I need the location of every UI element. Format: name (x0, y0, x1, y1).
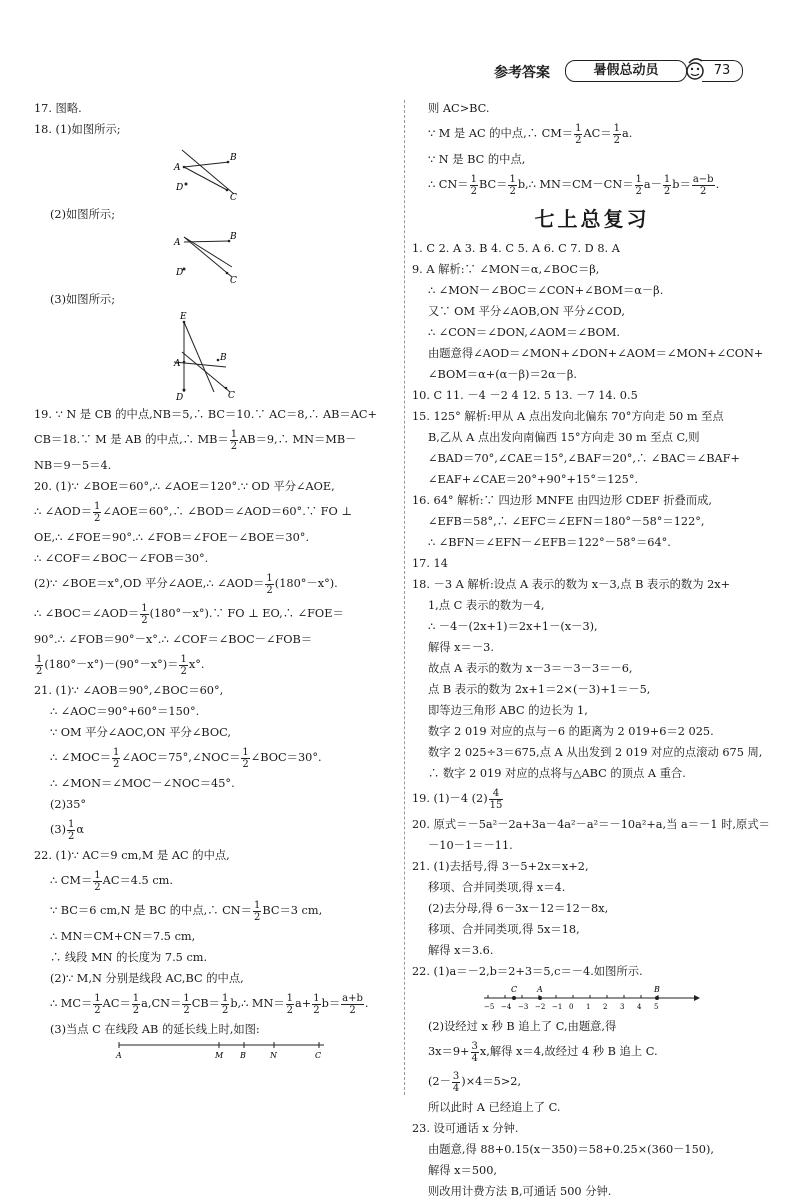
text-span: ∠BOC＝30°. (250, 751, 322, 764)
denominator: 2 (700, 185, 707, 197)
text-line: 17. 图略. (34, 102, 82, 115)
fraction (692, 174, 715, 197)
denominator: 2 (509, 185, 516, 197)
fraction (508, 174, 516, 197)
text-line: 90°.∴ ∠FOB＝90°－x°.∴ ∠COF＝∠BOC－∠FOB＝ (34, 633, 313, 646)
text-line: ∴ 线段 MN 的长度为 7.5 cm. (50, 951, 208, 964)
fraction (35, 654, 43, 677)
text-span: BC＝ (478, 178, 508, 191)
point-label: D (176, 393, 184, 402)
numerator: 1 (94, 500, 101, 512)
text-line: ∴ ∠COF＝∠BOC－∠FOB＝30°. (34, 552, 209, 565)
text-line: 23. 设可通话 x 分钟. (412, 1122, 519, 1135)
text-span: ∠AOE＝60°,∴ ∠BOD＝∠AOD＝60°.∵ FO ⊥ (102, 505, 352, 518)
number-line-tick-label: −5 (484, 1003, 495, 1011)
text-line (412, 170, 772, 200)
numerator: 1 (253, 899, 261, 911)
text-line: ∴ MN＝CM+CN＝7.5 cm, (50, 930, 196, 943)
numerator: 4 (489, 788, 504, 800)
denominator: 2 (113, 758, 120, 770)
page-number: 73 (702, 60, 743, 82)
numerator: a+b (342, 992, 363, 1004)
point-label: C (230, 193, 237, 202)
numerator: 1 (635, 173, 642, 185)
text-line (34, 743, 394, 773)
text-span: a+ (295, 997, 312, 1010)
figure-18-2 (154, 227, 254, 287)
text-span: a,CN＝ (141, 997, 182, 1010)
text-line: 解得 x＝3.6. (428, 944, 494, 957)
text-line: 16. 64° 解析:∵ 四边形 MNFE 由四边形 CDEF 折叠而成, (412, 494, 713, 507)
text-line: 由题意,得 88+0.15(x－350)＝58+0.25×(360－150), (428, 1143, 714, 1156)
number-line-tick-label: 2 (603, 1003, 608, 1011)
text-line: 1,点 C 表示的数为－4, (428, 599, 545, 612)
section-title: 七上总复习 (534, 207, 650, 231)
denominator: 2 (575, 134, 582, 146)
header-series: 暑假总动员 (565, 60, 687, 82)
numerator: 1 (68, 818, 75, 830)
denominator: 2 (132, 1004, 140, 1016)
numerator: 1 (94, 869, 101, 881)
text-line (34, 896, 394, 926)
text-line: 15. 125° 解析:甲从 A 点出发向北偏东 70°方向走 50 m 至点 (412, 410, 724, 423)
point-label: B (230, 153, 237, 163)
text-line: NB＝9－5＝4. (34, 459, 112, 472)
number-line-tick-label: −1 (552, 1003, 563, 1011)
number-line-tick-label: −3 (518, 1003, 529, 1011)
text-line: 则改用计费方法 B,可通话 500 分钟. (428, 1185, 612, 1198)
denominator: 15 (489, 799, 503, 811)
text-line: 21. (1)∵ ∠AOB＝90°,∠BOC＝60°, (34, 684, 224, 697)
numerator: 1 (242, 746, 249, 758)
denominator: 2 (141, 614, 148, 626)
text-line: 故点 A 表示的数为 x－3＝－3－3＝－6, (428, 662, 633, 675)
numerator: 1 (286, 992, 294, 1004)
denominator: 2 (180, 665, 187, 677)
point-label: B (240, 1051, 246, 1060)
point-label: B (230, 232, 237, 242)
text-line (34, 569, 394, 599)
text-span: ∠AOC＝75°,∠NOC＝ (121, 751, 241, 764)
denominator: 2 (221, 1004, 229, 1016)
number-line-tick-label: 3 (620, 1003, 625, 1011)
figure-18-3 (154, 312, 254, 402)
text-line: (3)当点 C 在线段 AB 的延长线上时,如图: (50, 1023, 260, 1036)
numerator: 1 (470, 173, 477, 185)
fraction (182, 993, 190, 1016)
text-span: (2－ (428, 1075, 451, 1088)
numerator: 1 (183, 992, 190, 1004)
text-span: (2)∵ ∠BOE＝x°,OD 平分∠AOE,∴ ∠AOD＝ (34, 577, 265, 590)
page-header (488, 60, 738, 84)
text-line (412, 1037, 772, 1067)
text-line: 22. (1)a＝－2,b＝2+3＝5,c＝－4.如图所示. (412, 965, 643, 978)
text-line: ∴ ∠MON＝∠MOC－∠NOC＝45°. (50, 777, 235, 790)
number-line-tick-label: 1 (586, 1003, 591, 1011)
point-label: C (315, 1051, 322, 1060)
text-span: (180°－x°).∵ FO ⊥ EO,∴ ∠FOE＝ (149, 607, 344, 620)
text-line (412, 784, 772, 814)
text-line: 又∵ OM 平分∠AOB,ON 平分∠COD, (428, 305, 625, 318)
text-line: 20. 原式＝－5a²－2a+3a－4a²－a²＝－10a²+a,当 a＝－1 时,原式＝ (412, 818, 770, 831)
text-span: b,∴ MN＝ (230, 997, 285, 1010)
text-span: x°. (188, 658, 205, 671)
text-span: b＝ (321, 997, 341, 1010)
numerator: 3 (452, 1070, 460, 1082)
text-span: a－ (643, 178, 662, 191)
text-span: . (715, 178, 720, 191)
text-span: 3x＝9+ (428, 1045, 470, 1058)
text-line: 21. (1)去括号,得 3－5+2x＝x+2, (412, 860, 589, 873)
text-line: 18. －3 A 解析:设点 A 表示的数为 x－3,点 B 表示的数为 2x+ (412, 578, 731, 591)
denominator: 2 (94, 881, 101, 893)
text-line: (2)如图所示; (50, 208, 115, 221)
text-line: 19. ∵ N 是 CB 的中点,NB＝5,∴ BC＝10.∵ AC＝8,∴ AB＝AC+ (34, 408, 377, 421)
text-line: (2)35° (50, 798, 87, 811)
text-line: 则 AC>BC. (428, 102, 490, 115)
text-line: 9. A 解析:∵ ∠MON＝α,∠BOC＝β, (412, 263, 600, 276)
denominator: 2 (36, 665, 43, 677)
fraction (221, 993, 229, 1016)
text-line (412, 1067, 772, 1097)
number-line-tick-label: 5 (654, 1003, 659, 1011)
fraction (230, 429, 238, 452)
text-span: ∴ ∠BOC＝∠AOD＝ (34, 607, 140, 620)
point-label: N (270, 1051, 277, 1060)
text-line: ∠EAF+∠CAE＝20°+90°+15°＝125°. (428, 473, 639, 486)
text-line: 所以此时 A 已经追上了 C. (428, 1101, 561, 1114)
denominator: 2 (94, 1004, 101, 1016)
numerator: 1 (221, 992, 229, 1004)
denominator: 2 (253, 911, 261, 923)
text-line (34, 425, 394, 455)
text-span: ∴ CM＝ (50, 874, 93, 887)
text-span: AC＝ (583, 127, 612, 140)
fraction (312, 993, 320, 1016)
text-line: ∠BAD＝70°,∠CAE＝15°,∠BAF＝20°,∴ ∠BAC＝∠BAF+ (428, 452, 740, 465)
fraction (471, 1041, 479, 1064)
text-span: b＝ (672, 178, 691, 191)
text-span: α (76, 823, 85, 836)
fraction (112, 747, 120, 770)
numerator: 1 (663, 173, 671, 185)
point-label: C (228, 391, 235, 401)
point-label: C (511, 985, 518, 994)
denominator: 2 (286, 1004, 294, 1016)
fraction (93, 870, 101, 893)
text-span: (180°－x°). (274, 577, 338, 590)
figure-18-1 (154, 142, 254, 202)
numerator: 1 (141, 602, 148, 614)
point-label: B (654, 985, 660, 994)
text-line (34, 866, 394, 896)
text-span: AB＝9,∴ MN＝MB－ (239, 433, 357, 446)
text-line: 数字 2 019 对应的点与－6 的距离为 2 019+6＝2 025. (428, 725, 714, 738)
text-line: 22. (1)∵ AC＝9 cm,M 是 AC 的中点, (34, 849, 230, 862)
fraction (635, 174, 643, 197)
denominator: 2 (613, 134, 620, 146)
text-span: 19. (1)－4 (2) (412, 792, 488, 805)
denominator: 2 (94, 512, 101, 524)
fraction (265, 573, 273, 596)
text-line: －10－1＝－11. (428, 839, 513, 852)
right-column (412, 98, 772, 1202)
text-line: ∠BOM＝α+(α－β)＝2α－β. (428, 368, 578, 381)
denominator: 2 (266, 584, 273, 596)
text-span: BC＝3 cm, (262, 904, 323, 917)
point-label: A (174, 163, 181, 173)
numerator: 1 (230, 428, 238, 440)
numerator: 1 (180, 653, 187, 665)
fraction (286, 993, 294, 1016)
numerator: a−b (692, 173, 714, 185)
denominator: 2 (470, 185, 477, 197)
number-line-tick-label: 4 (637, 1003, 642, 1011)
text-line: 数字 2 025÷3＝675,点 A 从出发到 2 019 对应的点滚动 675 周, (428, 746, 763, 759)
numerator: 1 (113, 746, 120, 758)
number-line-figure (482, 982, 702, 1016)
numerator: 1 (509, 173, 516, 185)
fraction (140, 603, 148, 626)
text-line: 即等边三角形 ABC 的边长为 1, (428, 704, 588, 717)
text-line (34, 650, 394, 680)
denominator: 4 (471, 1052, 478, 1064)
denominator: 2 (663, 185, 671, 197)
text-span: . (364, 997, 369, 1010)
point-label: B (220, 353, 227, 363)
text-line: 由题意得∠AOD＝∠MON+∠DON+∠AOM＝∠MON+∠CON+ (428, 347, 764, 360)
text-line (34, 599, 394, 629)
fraction (489, 788, 504, 811)
fraction (241, 747, 249, 770)
fraction (93, 501, 101, 524)
fraction (132, 993, 140, 1016)
text-line: 解得 x＝500, (428, 1164, 498, 1177)
text-line (412, 119, 772, 149)
number-line-tick-label: −4 (501, 1003, 512, 1011)
text-span: ∴ ∠MOC＝ (50, 751, 112, 764)
column-divider (404, 100, 405, 1095)
number-line-tick-label: 0 (569, 1003, 574, 1011)
fraction (67, 819, 75, 842)
fraction (470, 174, 478, 197)
point-label: A (174, 238, 181, 248)
text-line: ∴ ∠CON＝∠DON,∠AOM＝∠BOM. (428, 326, 621, 339)
point-label: A (174, 359, 181, 369)
header-answers: 参考答案 (494, 65, 550, 81)
text-span: (3) (50, 823, 67, 836)
denominator: 2 (313, 1004, 320, 1016)
numerator: 3 (471, 1040, 478, 1052)
point-label: M (215, 1051, 224, 1060)
text-span: ∴ MC＝ (50, 997, 93, 1010)
text-line: 移项、合并同类项,得 x＝4. (428, 881, 566, 894)
fraction (253, 900, 261, 923)
text-span: x,解得 x＝4,故经过 4 秒 B 追上 C. (479, 1045, 658, 1058)
fraction (179, 654, 187, 677)
text-line: 点 B 表示的数为 2x+1＝2×(－3)+1＝－5, (428, 683, 651, 696)
point-label: E (180, 312, 187, 322)
text-line: ∵ OM 平分∠AOC,ON 平分∠BOC, (50, 726, 231, 739)
fraction (663, 174, 671, 197)
text-line: (2)去分母,得 6－3x－12＝12－8x, (428, 902, 609, 915)
text-line: 18. (1)如图所示; (34, 123, 121, 136)
text-line: 17. 14 (412, 557, 448, 570)
denominator: 2 (349, 1004, 356, 1016)
denominator: 4 (452, 1082, 460, 1094)
numerator: 1 (36, 653, 43, 665)
text-span: ∵ BC＝6 cm,N 是 BC 的中点,∴ CN＝ (50, 904, 252, 917)
text-line: ∵ N 是 BC 的中点, (428, 153, 526, 166)
fraction (574, 123, 582, 146)
text-span: CB＝ (191, 997, 220, 1010)
fraction (93, 993, 101, 1016)
point-label: D (176, 183, 184, 193)
numerator: 1 (132, 992, 140, 1004)
point-label: D (176, 268, 184, 278)
point-label: C (230, 276, 237, 286)
text-span: AC＝ (102, 997, 131, 1010)
point-label: A (537, 985, 543, 994)
text-line: (3)如图所示; (50, 293, 115, 306)
text-line: OE,∴ ∠FOE＝90°.∴ ∠FOB＝∠FOE－∠BOE＝30°. (34, 531, 310, 544)
left-column (34, 98, 394, 1060)
text-line: ∠EFB＝58°,∴ ∠EFC＝∠EFN＝180°－58°＝122°, (428, 515, 705, 528)
text-line: ∴ －4－(2x+1)＝2x+1－(x－3), (428, 620, 598, 633)
numerator: 1 (575, 122, 582, 134)
text-span: b,∴ MN＝CM－CN＝ (517, 178, 634, 191)
text-span: CB＝18.∵ M 是 AB 的中点,∴ MB＝ (34, 433, 229, 446)
text-line: (2)设经过 x 秒 B 追上了 C,由题意,得 (428, 1020, 617, 1033)
denominator: 2 (68, 830, 75, 842)
numerator: 1 (94, 992, 101, 1004)
numerator: 1 (266, 572, 273, 584)
text-line (34, 989, 394, 1019)
denominator: 2 (183, 1004, 190, 1016)
text-span: ∴ ∠AOD＝ (34, 505, 93, 518)
text-span: (180°－x°)－(90°－x°)＝ (44, 658, 179, 671)
text-line: 10. C 11. －4 －2 4 12. 5 13. －7 14. 0.5 (412, 389, 638, 402)
text-line: 解得 x＝－3. (428, 641, 494, 654)
text-line: ∴ 数字 2 019 对应的点将与△ABC 的顶点 A 重合. (428, 767, 686, 780)
numerator: 1 (613, 122, 620, 134)
text-line: 20. (1)∵ ∠BOE＝60°,∴ ∠AOE＝120°.∵ OD 平分∠AOE, (34, 480, 335, 493)
numerator: 1 (313, 992, 320, 1004)
figure-22-3 (114, 1040, 334, 1060)
point-label: A (116, 1051, 122, 1060)
fraction (341, 993, 364, 1016)
text-span: ∵ M 是 AC 的中点,∴ CM＝ (428, 127, 574, 140)
text-line (34, 815, 394, 845)
denominator: 2 (635, 185, 642, 197)
fraction (613, 123, 621, 146)
denominator: 2 (230, 440, 238, 452)
text-line: (2)∵ M,N 分别是线段 AC,BC 的中点, (50, 972, 244, 985)
text-span: )×4＝5>2, (461, 1075, 522, 1088)
text-span: a. (621, 127, 633, 140)
text-line: ∴ ∠BFN＝∠EFN－∠EFB＝122°－58°＝64°. (428, 536, 671, 549)
fraction (452, 1071, 460, 1094)
text-line: B,乙从 A 点出发向南偏西 15°方向走 30 m 至点 C,则 (428, 431, 700, 444)
text-line (34, 497, 394, 527)
denominator: 2 (242, 758, 249, 770)
number-line-tick-label: −2 (535, 1003, 546, 1011)
text-span: ∴ CN＝ (428, 178, 469, 191)
text-line: 1. C 2. A 3. B 4. C 5. A 6. C 7. D 8. A (412, 242, 620, 255)
text-span: AC＝4.5 cm. (102, 874, 173, 887)
text-line: ∴ ∠AOC＝90°+60°＝150°. (50, 705, 200, 718)
text-line: 移项、合并同类项,得 5x＝18, (428, 923, 580, 936)
text-line: ∴ ∠MON－∠BOC＝∠CON+∠BOM＝α－β. (428, 284, 664, 297)
